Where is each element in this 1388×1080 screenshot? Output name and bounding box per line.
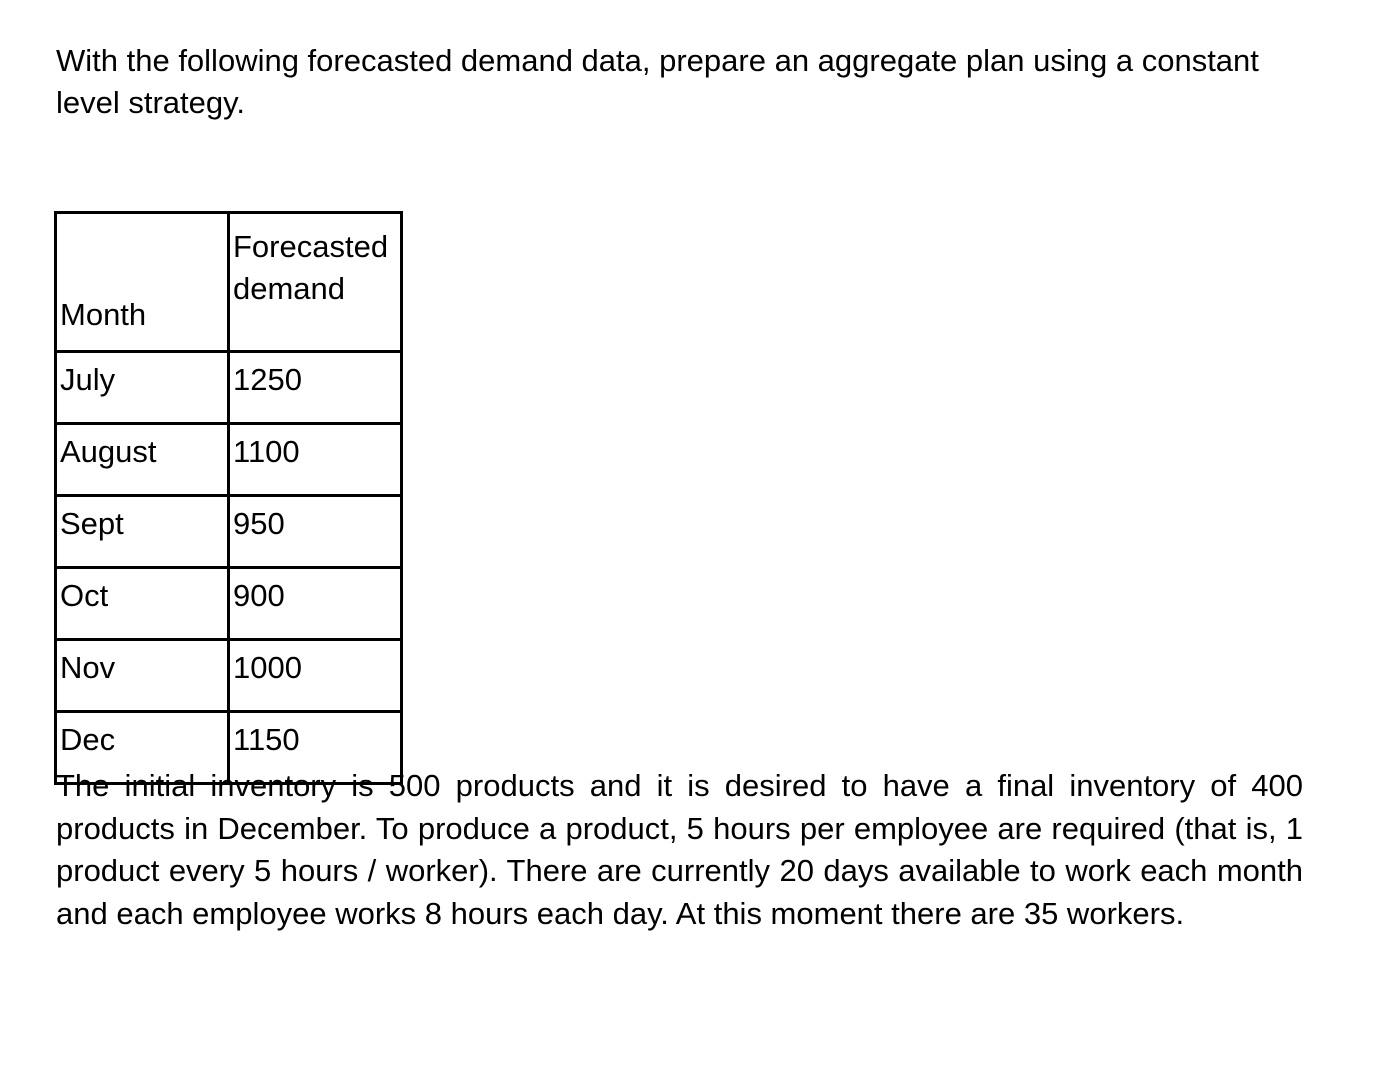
outro-paragraph: The initial inventory is 500 products and it is desired to have a final inventory of 400 products in December. To produce a product, 5 hours per employee are required (that is, 1 product every 5 hours / worker). There are currently 20 days available to work each month and each employee works 8 hours each day. At this moment there are 35 workers. — [56, 768, 1303, 931]
table-header — [56, 213, 402, 352]
month-cell: August — [56, 424, 229, 496]
demand-column-header: Forecasted demand — [229, 213, 402, 352]
table-row — [56, 424, 402, 496]
table-row — [56, 640, 402, 712]
demand-cell: 950 — [229, 496, 402, 568]
demand-cell: 1250 — [229, 352, 402, 424]
intro-paragraph: With the following forecasted demand data, prepare an aggregate plan using a constant level strategy. — [56, 43, 1259, 120]
demand-cell: 1000 — [229, 640, 402, 712]
table-row — [56, 496, 402, 568]
demand-cell: 1150 — [229, 712, 402, 784]
table-body — [56, 352, 402, 784]
header-row — [56, 213, 402, 352]
table-row — [56, 568, 402, 640]
month-column-header: Month — [56, 213, 229, 352]
demand-cell: 900 — [229, 568, 402, 640]
month-cell: Oct — [56, 568, 229, 640]
table-row — [56, 352, 402, 424]
forecast-demand-table — [54, 211, 403, 785]
month-cell: Nov — [56, 640, 229, 712]
month-cell: July — [56, 352, 229, 424]
demand-cell: 1100 — [229, 424, 402, 496]
month-cell: Sept — [56, 496, 229, 568]
month-cell: Dec — [56, 712, 229, 784]
